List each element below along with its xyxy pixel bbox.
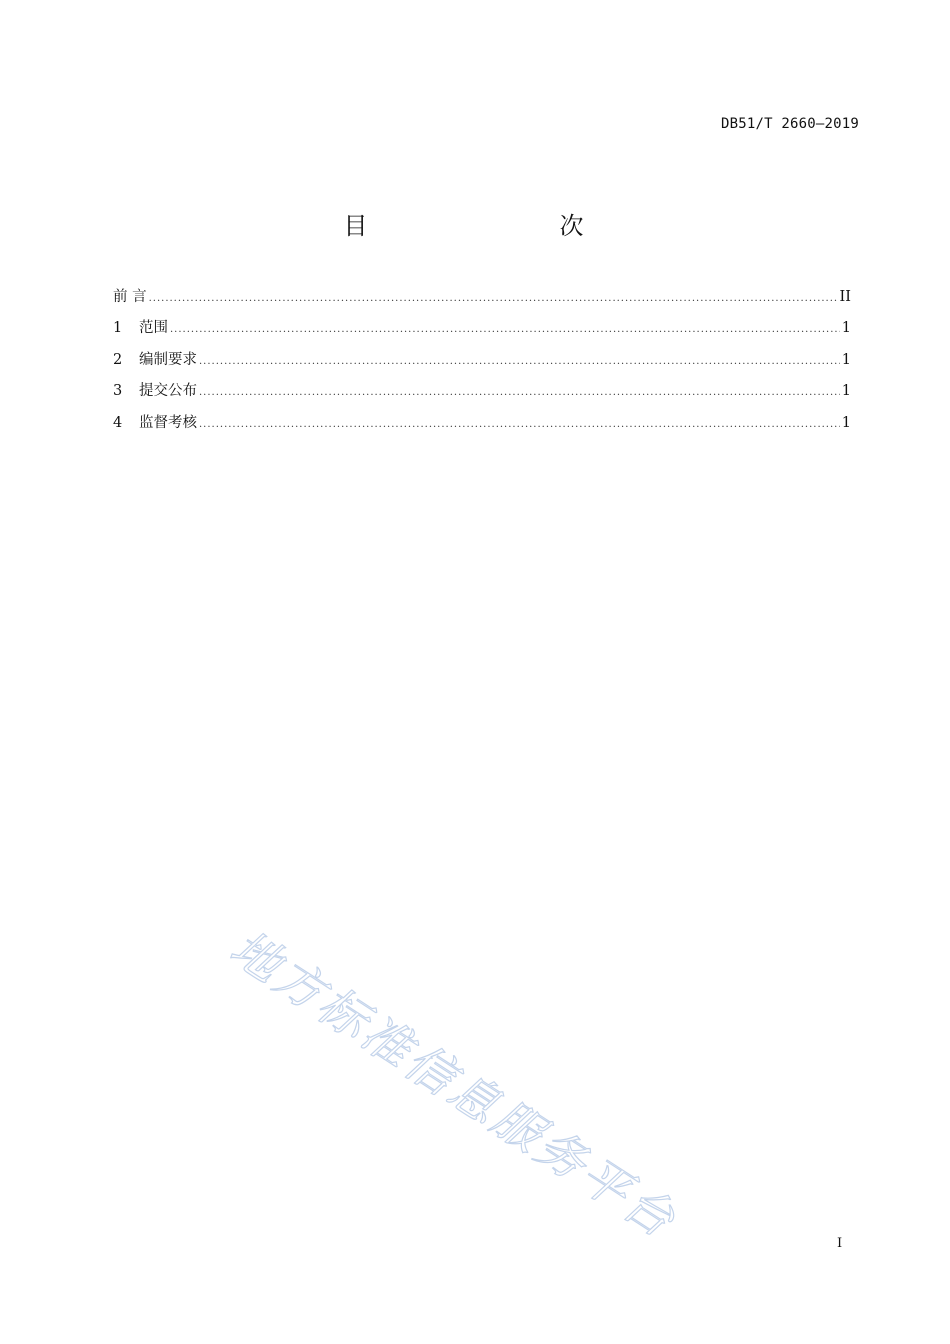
toc-entry-supervision-assessment[interactable] (113, 411, 851, 442)
toc-dot-leader (170, 318, 840, 342)
toc-entry-page: 1 (841, 351, 851, 368)
toc-entry-number: 1 (113, 320, 123, 337)
toc-entry-submission-publication[interactable] (113, 379, 851, 410)
toc-dot-leader (199, 350, 840, 374)
toc-entry-scope[interactable] (113, 316, 851, 347)
toc-entry-foreword[interactable] (113, 285, 851, 316)
toc-entry-label: 编制要求 (139, 351, 197, 368)
toc-dot-leader (149, 287, 838, 311)
toc-entry-label: 前 言 (113, 289, 147, 305)
toc-entry-page: II (839, 289, 851, 305)
toc-dot-leader (199, 413, 840, 437)
table-of-contents (113, 285, 851, 442)
toc-entry-page: 1 (841, 320, 851, 337)
watermark: 地方标准信息服务平台 (220, 919, 687, 1250)
toc-entry-compilation-requirements[interactable] (113, 348, 851, 379)
toc-entry-label: 提交公布 (139, 383, 197, 400)
toc-title: 目 次 (343, 212, 632, 240)
page-number: I (837, 1236, 843, 1251)
toc-entry-page: 1 (841, 383, 851, 400)
toc-entry-number: 3 (113, 383, 123, 400)
toc-entry-label: 监督考核 (139, 414, 197, 431)
toc-entry-number: 2 (113, 351, 123, 368)
toc-dot-leader (199, 381, 840, 405)
toc-entry-page: 1 (841, 414, 851, 431)
toc-entry-number: 4 (113, 414, 123, 431)
toc-entry-label: 范围 (139, 320, 168, 337)
standard-code: DB51/T 2660—2019 (720, 116, 859, 132)
